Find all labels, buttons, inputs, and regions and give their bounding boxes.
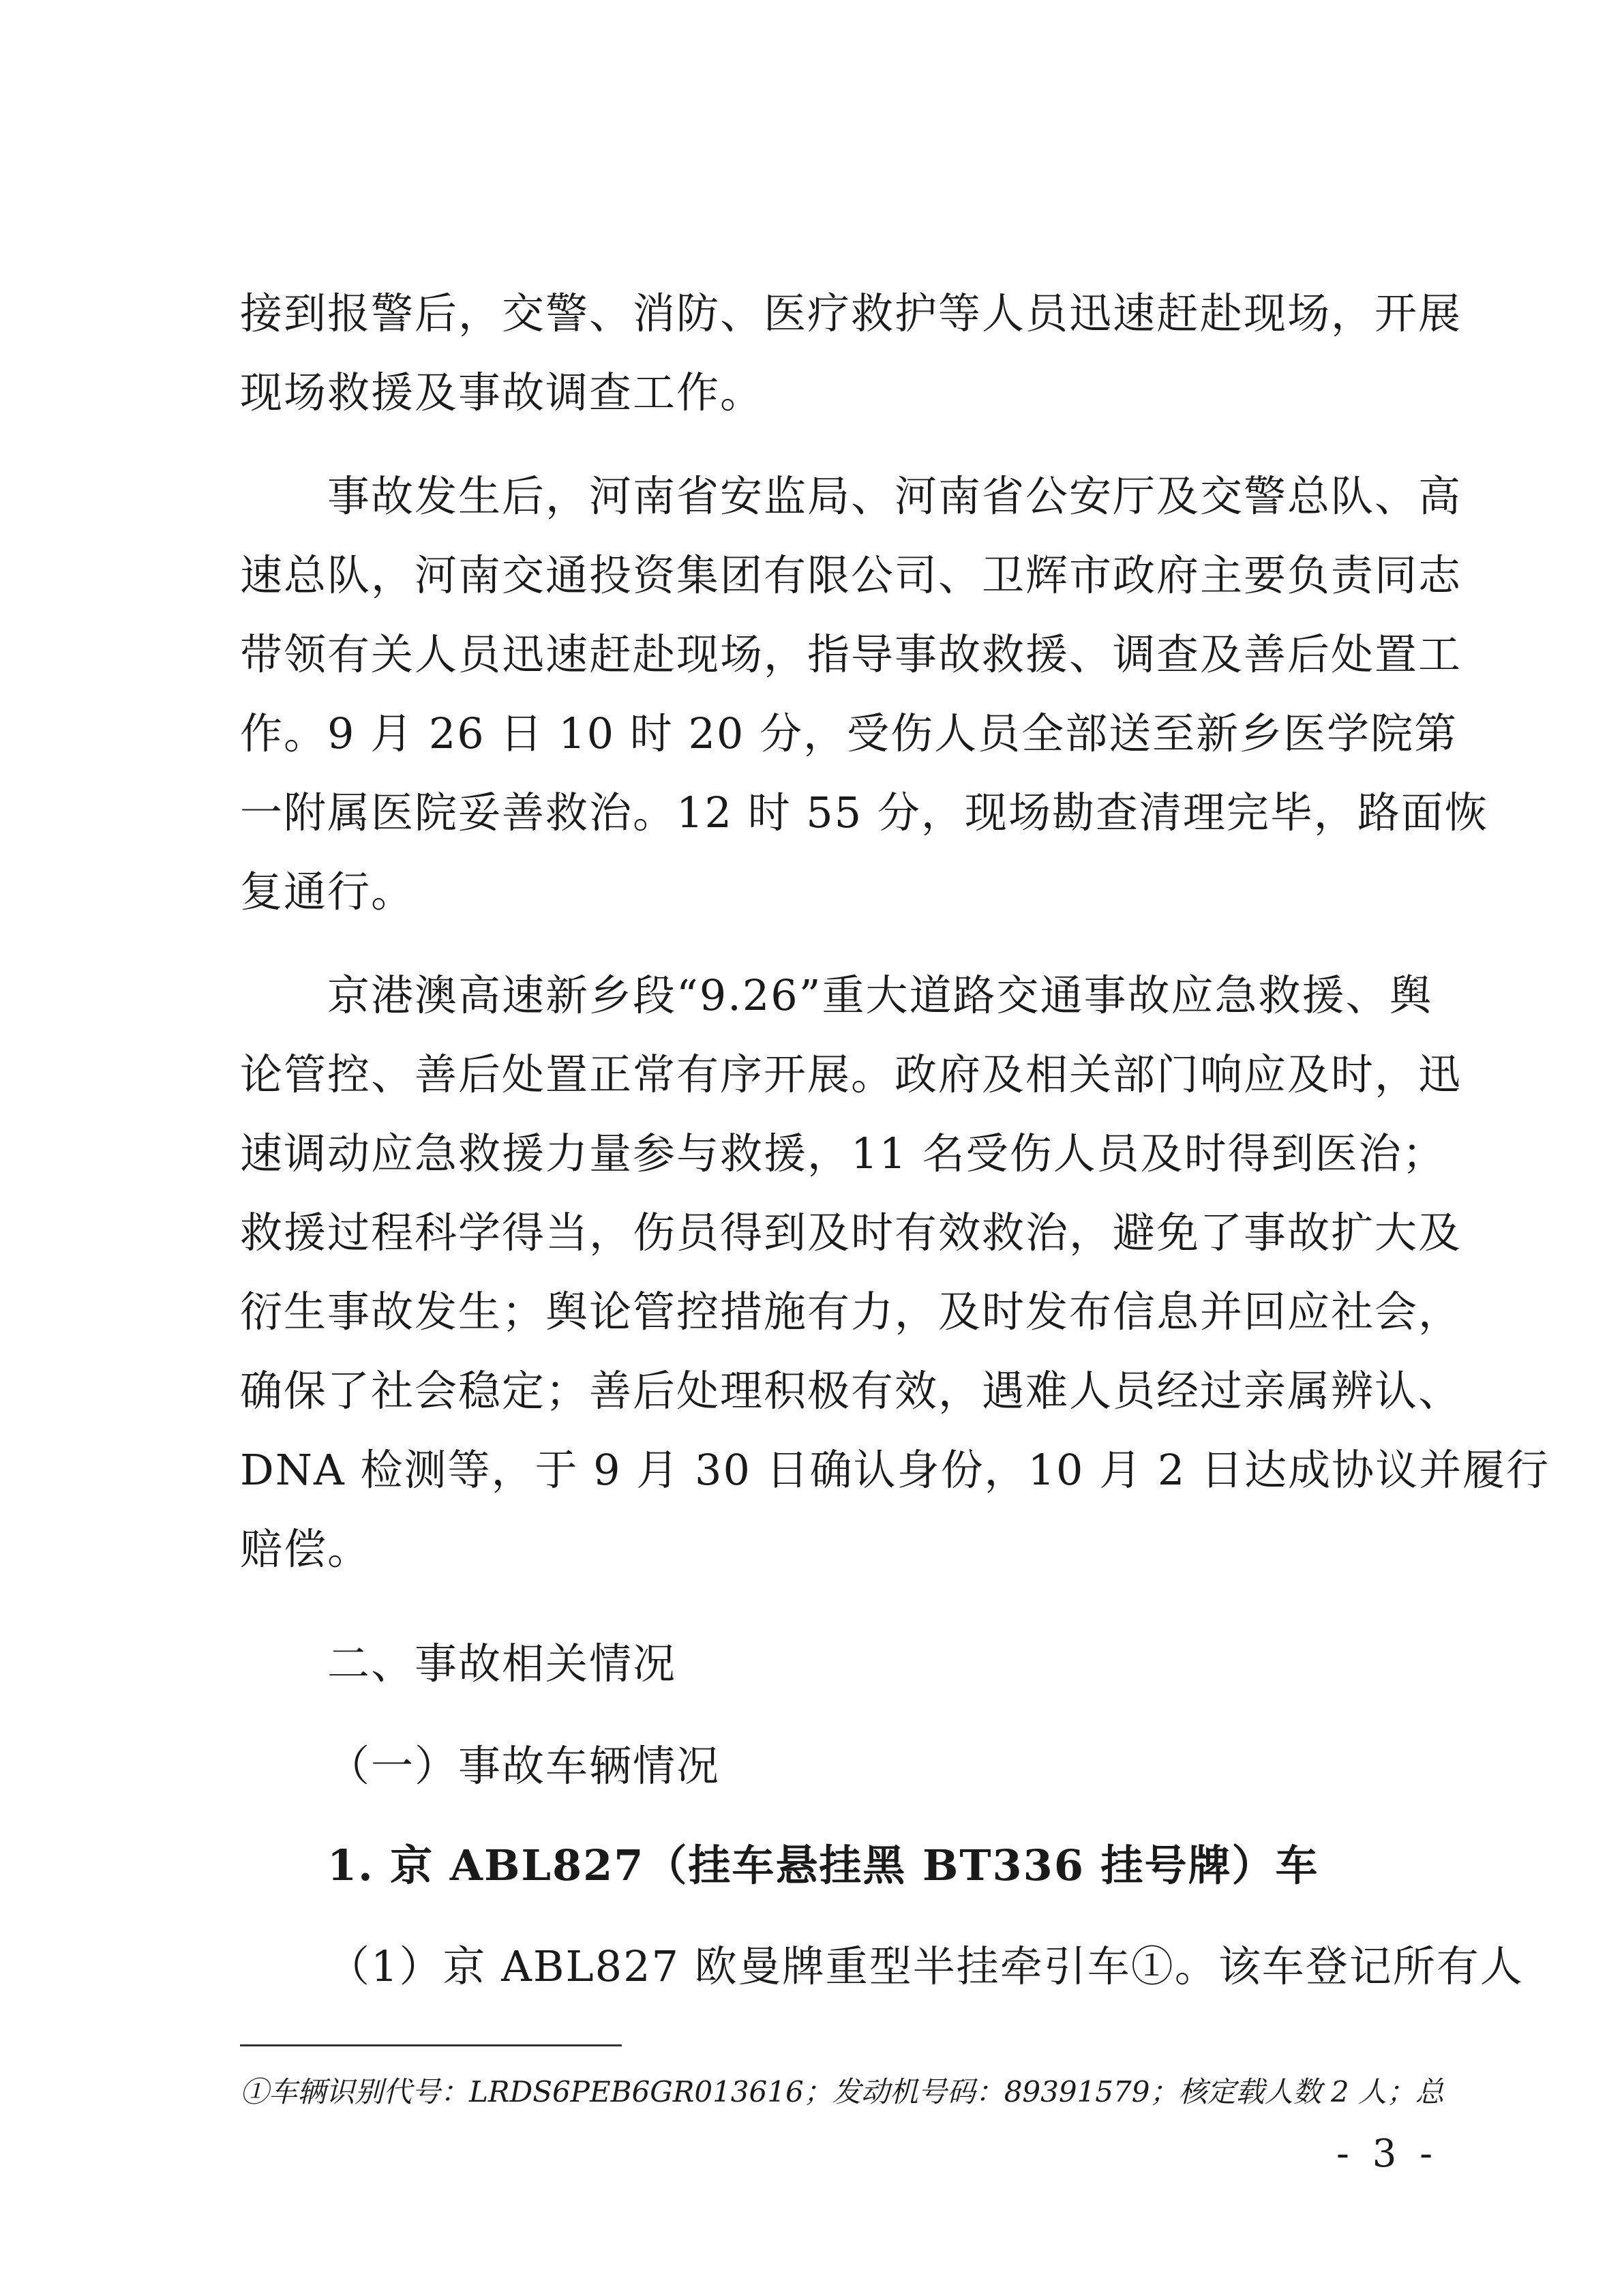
footnote-separator [240,2044,622,2046]
vehicle-heading: 1. 京 ABL827（挂车悬挂黑 BT336 挂号牌）车 [327,1840,1319,1890]
paragraph-line: 衍生事故发生；舆论管控措施有力，及时发布信息并回应社会， [240,1287,1462,1337]
paragraph-line: 带领有关人员迅速赶赴现场，指导事故救援、调查及善后处置工 [240,629,1462,679]
paragraph-line: 接到报警后，交警、消防、医疗救护等人员迅速赶赴现场，开展 [240,288,1462,338]
paragraph-line: 速总队，河南交通投资集团有限公司、卫辉市政府主要负责同志 [240,550,1462,600]
paragraph-line: 一附属医院妥善救治。12 时 55 分，现场勘查清理完毕，路面恢 [240,788,1488,837]
footnote: ①车辆识别代号：LRDS6PEB6GR013616；发动机号码：89391579；核定载人数 2 人；总 [240,2075,1444,2108]
paragraph-line: 事故发生后，河南省安监局、河南省公安厅及交警总队、高 [327,471,1462,521]
paragraph-line: 现场救援及事故调查工作。 [240,368,764,417]
paragraph-line: DNA 检测等，于 9 月 30 日确认身份，10 月 2 日达成协议并履行 [240,1445,1550,1495]
page-number: - 3 - [1336,2132,1439,2176]
paragraph-line: 确保了社会稳定；善后处理积极有效，遇难人员经过亲属辨认、 [240,1366,1462,1416]
paragraph-line: 速调动应急救援力量参与救援，11 名受伤人员及时得到医治； [240,1129,1446,1178]
paragraph-line: 京港澳高速新乡段“9.26”重大道路交通事故应急救援、舆 [327,970,1433,1020]
paragraph-line: 复通行。 [240,867,415,916]
paragraph-line: 作。9 月 26 日 10 时 20 分，受伤人员全部送至新乡医学院第 [240,709,1458,758]
subsection-heading: （一）事故车辆情况 [327,1741,721,1791]
paragraph-line: 救援过程科学得当，伤员得到及时有效救治，避免了事故扩大及 [240,1208,1462,1257]
paragraph-line: 论管控、善后处置正常有序开展。政府及相关部门响应及时，迅 [240,1049,1462,1099]
section-heading: 二、事故相关情况 [327,1639,677,1688]
paragraph-line: （1）京 ABL827 欧曼牌重型半挂牵引车①。该车登记所有人 [327,1941,1524,1991]
paragraph-line: 赔偿。 [240,1524,372,1574]
